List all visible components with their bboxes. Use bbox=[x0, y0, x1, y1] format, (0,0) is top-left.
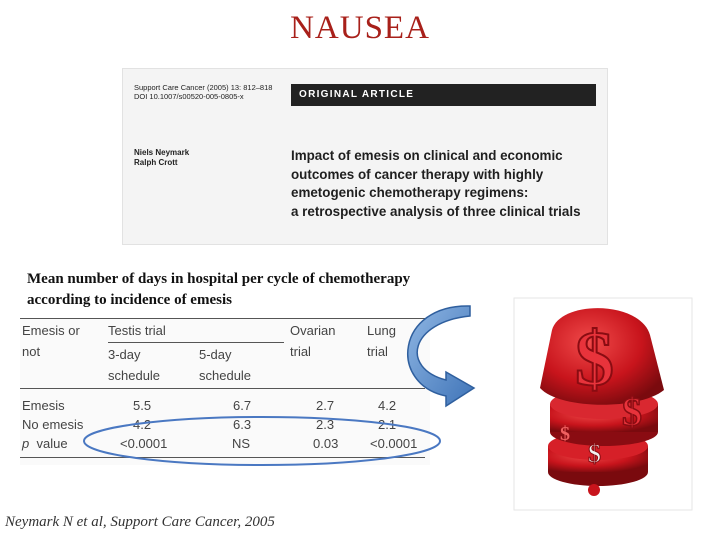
highlight-ellipse bbox=[84, 417, 440, 465]
row-label-emesis: Emesis bbox=[22, 398, 65, 413]
svg-text:$: $ bbox=[575, 315, 614, 402]
svg-text:$: $ bbox=[622, 389, 642, 434]
cell: 6.3 bbox=[233, 417, 252, 432]
cell: <0.0001 bbox=[120, 436, 168, 451]
paper-authors: Niels Neymark Ralph Crott bbox=[134, 148, 190, 167]
header-ovarian: Ovarian trial bbox=[290, 323, 336, 359]
header-3-day: 3-day schedule bbox=[108, 347, 161, 383]
svg-text:$: $ bbox=[560, 423, 570, 445]
slide-title: NAUSEA bbox=[290, 10, 430, 46]
header-testis-trial: Testis trial bbox=[108, 323, 166, 338]
cell: 2.3 bbox=[316, 417, 335, 432]
article-title: Impact of emesis on clinical and economic outcomes of cancer therapy with highly emetogenic chemotherapy regimens: a retrospective analysis of three clinical trials bbox=[291, 148, 581, 219]
cell: 2.1 bbox=[378, 417, 397, 432]
header-emesis-or-not: Emesis or not bbox=[22, 323, 80, 359]
curved-arrow-icon bbox=[408, 306, 474, 406]
cell: 0.03 bbox=[313, 436, 339, 451]
source-citation: Neymark N et al, Support Care Cancer, 2005 bbox=[5, 514, 275, 530]
dollar-signs-image bbox=[514, 298, 692, 510]
row-label-p-value: p value bbox=[22, 436, 68, 451]
journal-citation: Support Care Cancer (2005) 13: 812–818 DOI 10.1007/s00520-005-0805-x bbox=[134, 83, 273, 101]
cell: 6.7 bbox=[233, 398, 252, 413]
cell: 2.7 bbox=[316, 398, 335, 413]
row-label-no-emesis: No emesis bbox=[22, 417, 84, 432]
table-caption: Mean number of days in hospital per cycle of chemotherapy according to incidence of emesis bbox=[27, 271, 411, 308]
header-5-day: 5-day schedule bbox=[199, 347, 252, 383]
cell: 4.2 bbox=[133, 417, 152, 432]
header-lung: Lung trial bbox=[367, 323, 396, 359]
svg-text:$: $ bbox=[588, 439, 601, 468]
cell: 5.5 bbox=[133, 398, 152, 413]
cell: 4.2 bbox=[378, 398, 397, 413]
section-label: ORIGINAL ARTICLE bbox=[291, 84, 596, 106]
cell: <0.0001 bbox=[370, 436, 418, 451]
cell: NS bbox=[232, 436, 251, 451]
